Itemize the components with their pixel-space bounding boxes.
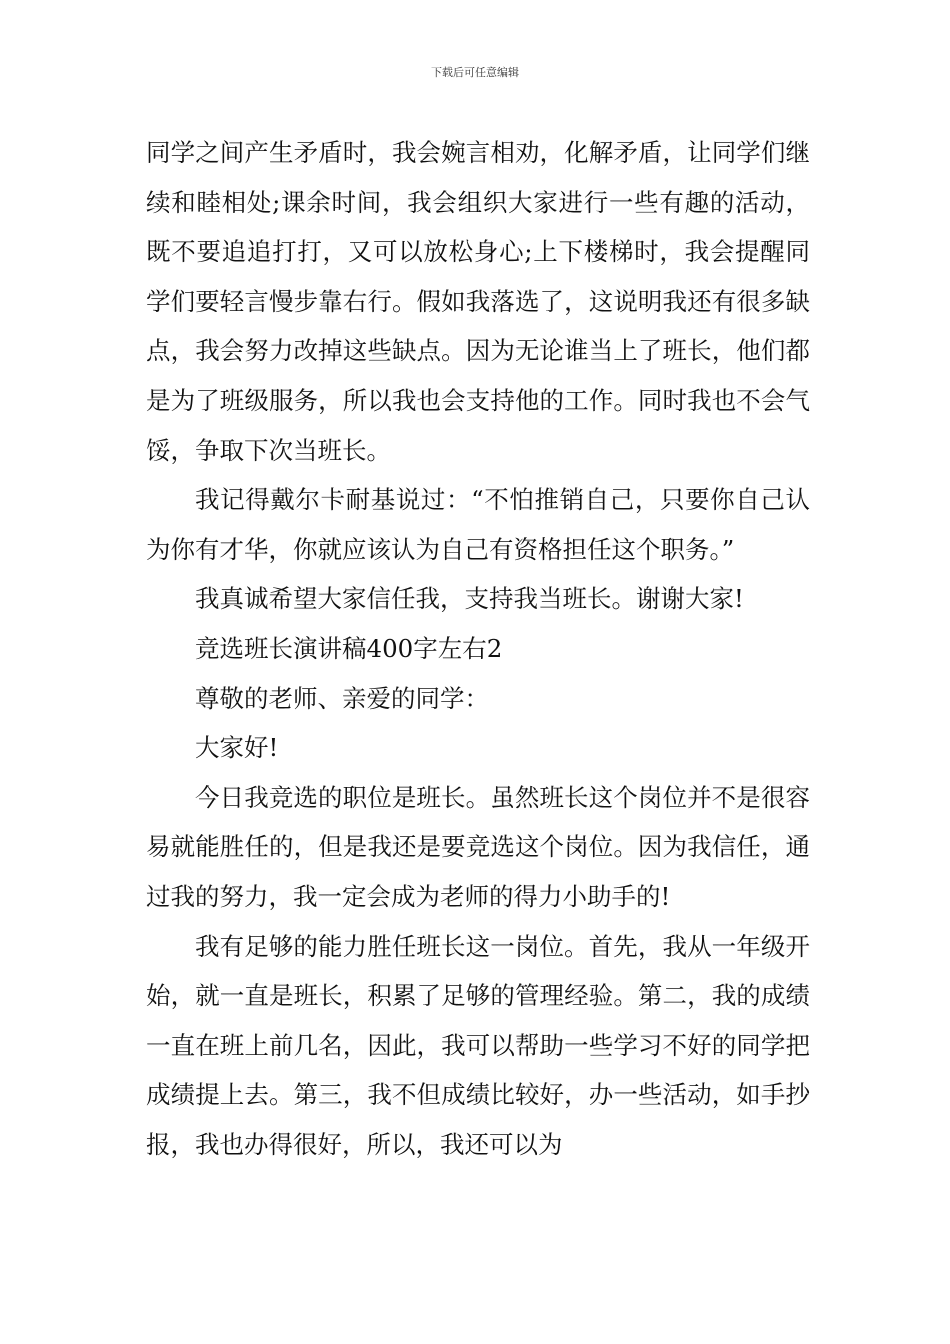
body-paragraph-4: 今日我竞选的职位是班长。虽然班长这个岗位并不是很容易就能胜任的，但是我还是要竞选这个岗位。因为我信任，通过我的努力，我一定会成为老师的得力小助手的!	[146, 782, 810, 911]
page-header-note: 下载后可任意编辑	[431, 66, 519, 79]
section-title: 竞选班长演讲稿400字左右2	[195, 633, 503, 663]
body-paragraph-5: 我有足够的能力胜任班长这一岗位。首先，我从一年级开始，就一直是班长，积累了足够的管理经验。第二，我的成绩一直在班上前几名，因此，我可以帮助一些学习不好的同学把成绩提上去。第三，我不但成绩比较好，办一些活动，如手抄报，我也办得很好，所以，我还可以为	[146, 931, 810, 1159]
salutation: 尊敬的老师、亲爱的同学：	[195, 683, 489, 713]
body-paragraph-3: 我真诚希望大家信任我，支持我当班长。谢谢大家!	[195, 584, 744, 614]
body-paragraph-2: 我记得戴尔卡耐基说过：“不怕推销自己，只要你自己认为你有才华，你就应该认为自己有资格担任这个职务。”	[146, 485, 810, 564]
document-body	[146, 128, 810, 1169]
greeting: 大家好!	[195, 733, 279, 763]
body-paragraph-1: 同学之间产生矛盾时，我会婉言相劝，化解矛盾，让同学们继续和睦相处;课余时间，我会组织大家进行一些有趣的活动，既不要追追打打，又可以放松身心;上下楼梯时，我会提醒同学们要轻言慢步靠右行。假如我落选了，这说明我还有很多缺点，我会努力改掉这些缺点。因为无论谁当上了班长，他们都是为了班级服务，所以我也会支持他的工作。同时我也不会气馁，争取下次当班长。	[146, 138, 810, 465]
